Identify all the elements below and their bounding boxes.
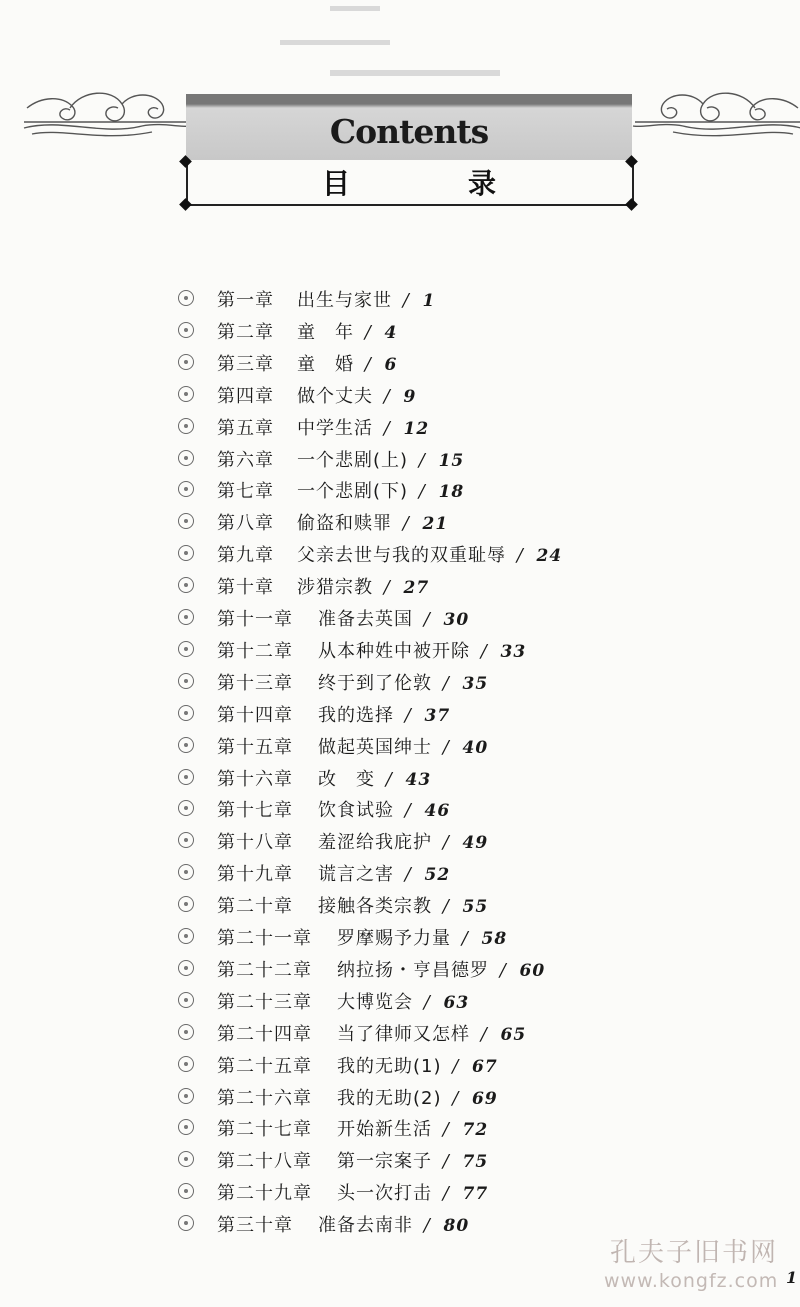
chapter-title: 头一次打击 — [337, 1183, 432, 1205]
toc-entry — [0, 729, 800, 761]
chapter-number: 第二十八章 — [217, 1151, 312, 1173]
separator-slash: / — [474, 640, 495, 662]
separator-slash: / — [417, 609, 438, 630]
chapter-entry — [318, 701, 450, 727]
circle-bullet-icon — [178, 386, 194, 402]
chapter-title: 童 婚 — [297, 353, 354, 375]
chapter-title: 终于到了伦敦 — [318, 672, 432, 694]
page-ref: 63 — [443, 992, 470, 1013]
chapter-entry — [318, 605, 469, 631]
chapter-entry — [337, 924, 507, 950]
page-ref: 52 — [424, 865, 451, 886]
chapter-number: 第七章 — [217, 481, 274, 503]
title-cn-char: 录 — [467, 167, 496, 200]
chapter-title: 饮食试验 — [318, 800, 394, 822]
toc-entry — [0, 1111, 800, 1143]
circle-bullet-icon — [178, 960, 194, 976]
circle-bullet-icon — [178, 545, 194, 561]
circle-bullet-icon — [178, 1088, 194, 1104]
circle-bullet-icon — [178, 769, 194, 785]
chapter-title: 改 变 — [318, 768, 375, 790]
toc-entry — [0, 314, 800, 346]
chapter-entry — [337, 1020, 526, 1046]
toc-entry — [0, 442, 800, 474]
chapter-entry — [297, 541, 562, 567]
chapter-entry — [297, 350, 397, 376]
chapter-number: 第九章 — [217, 545, 274, 567]
chapter-title: 我的无助(1) — [337, 1055, 442, 1077]
separator-slash: / — [398, 800, 419, 822]
cloud-ornament-right — [628, 78, 800, 148]
toc-entry — [0, 346, 800, 378]
toc-entry — [0, 952, 800, 984]
chapter-title: 我的选择 — [318, 704, 394, 726]
chapter-title: 大博览会 — [337, 991, 413, 1013]
chapter-title: 偷盗和赎罪 — [297, 513, 392, 535]
contents-title-cn — [317, 163, 501, 201]
toc-entry — [0, 1143, 800, 1175]
chapter-title: 第一宗案子 — [337, 1151, 432, 1173]
toc-entry — [0, 1080, 800, 1112]
page-ref: 80 — [443, 1216, 470, 1237]
chapter-number: 第五章 — [217, 417, 274, 439]
page-ref: 24 — [536, 546, 563, 567]
chapter-entry — [318, 637, 526, 663]
separator-slash: / — [412, 449, 433, 471]
separator-slash: / — [445, 1055, 467, 1077]
toc-entry — [0, 920, 800, 952]
chapter-number: 第二十五章 — [217, 1055, 312, 1077]
page-ref: 49 — [462, 833, 489, 854]
chapter-entry — [337, 1147, 488, 1173]
chapter-number: 第一章 — [217, 290, 274, 311]
circle-bullet-icon — [178, 737, 194, 753]
separator-slash: / — [417, 1215, 438, 1237]
toc-entry — [0, 505, 800, 537]
separator-slash: / — [436, 896, 457, 918]
page-ref: 60 — [519, 960, 546, 981]
chapter-number: 第二十六章 — [217, 1087, 312, 1109]
watermark-url: www.kongfz.com — [604, 1270, 779, 1292]
separator-slash: / — [417, 991, 438, 1013]
chapter-entry — [318, 796, 450, 822]
page-ref: 65 — [500, 1024, 527, 1045]
chapter-title: 纳拉扬・亨昌德罗 — [337, 959, 489, 981]
chapter-title: 中学生活 — [297, 417, 373, 439]
separator-slash: / — [398, 704, 419, 726]
page-ref: 27 — [403, 578, 430, 599]
page-ref: 18 — [438, 482, 465, 503]
page-ref: 6 — [384, 354, 398, 375]
separator-slash: / — [379, 768, 400, 790]
circle-bullet-icon — [178, 577, 194, 593]
toc-entry — [0, 761, 800, 793]
chapter-title: 童 年 — [297, 321, 354, 343]
chapter-title: 父亲去世与我的双重耻辱 — [297, 545, 506, 567]
separator-slash: / — [436, 1183, 457, 1205]
separator-slash: / — [436, 672, 457, 694]
circle-bullet-icon — [178, 1119, 194, 1135]
chapter-number: 第十六章 — [217, 768, 293, 790]
chapter-entry — [297, 573, 429, 599]
chapter-number: 第二章 — [217, 321, 274, 343]
page-ref: 1 — [422, 291, 436, 311]
chapter-entry — [318, 733, 488, 759]
separator-slash: / — [396, 513, 417, 535]
separator-slash: / — [436, 1151, 457, 1173]
chapter-number: 第十章 — [217, 577, 274, 599]
separator-slash: / — [510, 545, 531, 567]
separator-slash: / — [493, 959, 514, 981]
circle-bullet-icon — [178, 864, 194, 880]
page-number: 1 — [786, 1268, 798, 1287]
contents-header — [186, 94, 632, 210]
chapter-title: 一个悲剧(上) — [297, 449, 409, 471]
circle-bullet-icon — [178, 481, 194, 497]
circle-bullet-icon — [178, 832, 194, 848]
separator-slash: / — [398, 864, 419, 886]
chapter-title: 当了律师又怎样 — [337, 1023, 470, 1045]
chapter-title: 罗摩赐予力量 — [337, 928, 451, 949]
chapter-entry — [318, 828, 488, 854]
chapter-number: 第十八章 — [217, 832, 293, 854]
toc-entry — [0, 888, 800, 920]
circle-bullet-icon — [178, 1151, 194, 1167]
chapter-title: 谎言之害 — [318, 864, 394, 886]
toc-entry — [0, 601, 800, 633]
separator-slash: / — [445, 1087, 467, 1109]
chapter-entry — [297, 318, 397, 344]
page-ref: 40 — [462, 737, 489, 758]
chapter-number: 第二十三章 — [217, 991, 312, 1013]
chapter-title: 涉猎宗教 — [297, 577, 373, 599]
page-ref: 75 — [462, 1152, 489, 1173]
circle-bullet-icon — [178, 290, 194, 306]
page-ref: 35 — [462, 673, 489, 694]
chapter-number: 第十三章 — [217, 672, 293, 694]
chapter-entry — [337, 1179, 488, 1205]
circle-bullet-icon — [178, 1056, 194, 1072]
separator-slash: / — [412, 481, 433, 503]
toc-entry — [0, 824, 800, 856]
separator-slash: / — [436, 736, 457, 758]
chapter-title: 一个悲剧(下) — [297, 481, 409, 503]
chapter-title: 出生与家世 — [297, 290, 392, 311]
separator-slash: / — [358, 353, 379, 375]
chapter-entry — [318, 860, 450, 886]
toc-entry — [0, 1175, 800, 1207]
toc-entry — [0, 665, 800, 697]
chapter-title: 开始新生活 — [337, 1119, 432, 1141]
chapter-number: 第十二章 — [217, 640, 293, 662]
circle-bullet-icon — [178, 1024, 194, 1040]
page-ref: 30 — [443, 610, 470, 630]
chapter-entry — [297, 477, 464, 503]
chapter-entry — [318, 669, 488, 695]
separator-slash: / — [377, 577, 398, 599]
page-ref: 67 — [472, 1056, 498, 1077]
circle-bullet-icon — [178, 418, 194, 434]
chapter-entry — [318, 892, 488, 918]
toc-entry — [0, 1048, 800, 1080]
toc-entry — [0, 1016, 800, 1048]
separator-slash: / — [436, 832, 457, 854]
toc-entry — [0, 537, 800, 569]
circle-bullet-icon — [178, 1215, 194, 1231]
page-ref: 12 — [403, 418, 430, 439]
circle-bullet-icon — [178, 705, 194, 721]
chapter-title: 做起英国绅士 — [318, 736, 432, 758]
chapter-title: 准备去南非 — [318, 1215, 413, 1237]
chapter-number: 第十九章 — [217, 864, 293, 886]
separator-slash: / — [396, 290, 417, 311]
chapter-title: 羞涩给我庇护 — [318, 832, 432, 854]
chapter-number: 第三章 — [217, 353, 274, 375]
circle-bullet-icon — [178, 354, 194, 370]
chapter-number: 第十一章 — [217, 609, 293, 630]
circle-bullet-icon — [178, 896, 194, 912]
cloud-ornament-left — [22, 78, 197, 148]
chapter-number: 第二十四章 — [217, 1023, 312, 1045]
chapter-number: 第二十九章 — [217, 1183, 312, 1205]
chapter-entry — [297, 446, 464, 472]
toc-entry — [0, 633, 800, 665]
circle-bullet-icon — [178, 450, 194, 466]
toc-entry — [0, 282, 800, 314]
toc-entry — [0, 792, 800, 824]
separator-slash: / — [377, 417, 398, 439]
chapter-entry — [297, 286, 435, 312]
separator-slash: / — [436, 1119, 457, 1141]
chapter-title: 从本种姓中被开除 — [318, 640, 470, 662]
chapter-entry — [337, 1052, 498, 1078]
chapter-title: 做个丈夫 — [297, 385, 373, 407]
toc-entry — [0, 984, 800, 1016]
chapter-entry — [318, 765, 431, 791]
page-ref: 15 — [438, 450, 465, 471]
separator-slash: / — [474, 1023, 495, 1045]
chapter-number: 第十七章 — [217, 800, 293, 822]
page-ref: 69 — [472, 1088, 498, 1109]
chapter-entry — [337, 1084, 498, 1110]
page-ref: 46 — [424, 801, 451, 822]
bleed-through-text — [0, 0, 800, 90]
separator-slash: / — [455, 928, 476, 949]
chapter-number: 第八章 — [217, 513, 274, 535]
circle-bullet-icon — [178, 322, 194, 338]
circle-bullet-icon — [178, 800, 194, 816]
toc-entry — [0, 378, 800, 410]
circle-bullet-icon — [178, 1183, 194, 1199]
page-ref: 77 — [462, 1184, 489, 1205]
chapter-entry — [297, 509, 448, 535]
chapter-entry — [337, 1115, 488, 1141]
page-ref: 9 — [403, 386, 417, 407]
chapter-number: 第二十章 — [217, 896, 293, 918]
separator-slash: / — [358, 321, 379, 343]
chapter-number: 第十四章 — [217, 704, 293, 726]
chapter-number: 第二十七章 — [217, 1119, 312, 1141]
circle-bullet-icon — [178, 928, 194, 944]
toc-entry — [0, 569, 800, 601]
page-ref: 55 — [462, 897, 489, 918]
chapter-entry — [337, 956, 545, 982]
chapter-entry — [297, 414, 429, 440]
separator-slash: / — [377, 385, 398, 407]
chapter-number: 第四章 — [217, 385, 274, 407]
page-ref: 4 — [384, 322, 398, 343]
chapter-number: 第十五章 — [217, 736, 293, 758]
chapter-entry — [297, 382, 416, 408]
chapter-number: 第二十二章 — [217, 959, 312, 981]
circle-bullet-icon — [178, 609, 194, 625]
chapter-title: 接触各类宗教 — [318, 896, 432, 918]
circle-bullet-icon — [178, 992, 194, 1008]
chapter-entry — [318, 1211, 469, 1237]
circle-bullet-icon — [178, 673, 194, 689]
chapter-entry — [337, 988, 469, 1014]
page-ref: 37 — [424, 705, 451, 726]
toc-entry — [0, 697, 800, 729]
chapter-number: 第六章 — [217, 449, 274, 471]
toc-entry — [0, 473, 800, 505]
circle-bullet-icon — [178, 513, 194, 529]
toc-entry — [0, 856, 800, 888]
page-ref: 72 — [462, 1120, 489, 1141]
page-ref: 58 — [481, 929, 508, 949]
chapter-title: 准备去英国 — [318, 609, 413, 630]
page-ref: 43 — [405, 769, 432, 790]
contents-title-en: Contents — [329, 112, 489, 151]
page-ref: 33 — [500, 641, 527, 662]
chapter-number: 第三十章 — [217, 1215, 293, 1237]
watermark-text: 孔夫子旧书网 — [610, 1238, 779, 1268]
chapter-number: 第二十一章 — [217, 928, 312, 949]
circle-bullet-icon — [178, 641, 194, 657]
page-ref: 21 — [422, 514, 449, 535]
toc-entry — [0, 410, 800, 442]
chapter-title: 我的无助(2) — [337, 1087, 442, 1109]
title-cn-char: 目 — [321, 167, 350, 200]
